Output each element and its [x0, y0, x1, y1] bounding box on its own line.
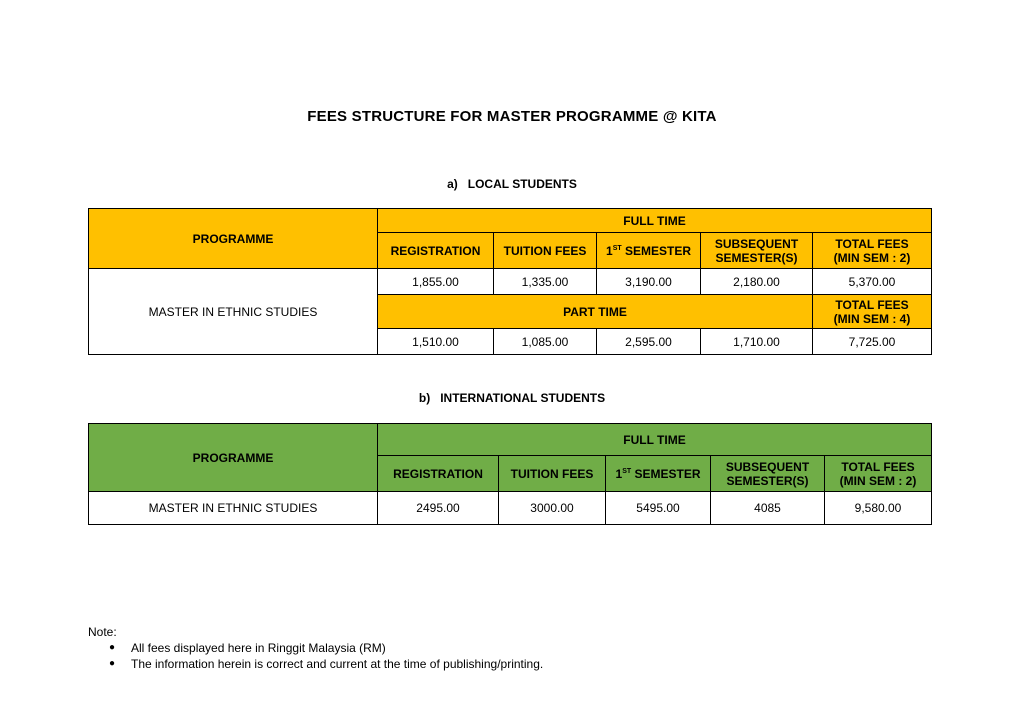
local-ft-subsequent: 2,180.00: [701, 269, 813, 295]
local-col-subsequent-line1: SUBSEQUENT: [714, 236, 799, 251]
international-col-first-semester-sup: ST: [622, 467, 632, 475]
local-ft-registration: 1,855.00: [378, 269, 494, 295]
international-col-total-line1: TOTAL FEES: [841, 459, 915, 474]
local-part-time-header: PART TIME: [378, 295, 813, 329]
international-col-subsequent-line2: SEMESTER(S): [726, 473, 809, 488]
section-local-letter: a): [447, 177, 458, 191]
local-ft-total: 5,370.00: [813, 269, 932, 295]
international-fees-table: [88, 423, 932, 525]
local-col-first-semester-text: SEMESTER: [621, 243, 691, 258]
note-list: [88, 640, 543, 672]
document-title: FEES STRUCTURE FOR MASTER PROGRAMME @ KITA: [307, 108, 717, 125]
section-local-title: LOCAL STUDENTS: [467, 177, 577, 191]
local-programme-header: PROGRAMME: [89, 209, 378, 269]
note-item: [88, 656, 543, 672]
note-block: [88, 624, 543, 672]
local-col-first-semester-num: 1: [606, 243, 613, 258]
international-full-time-header: FULL TIME: [378, 424, 932, 456]
international-col-first-semester-num: 1: [615, 466, 623, 481]
local-col-first-semester: [597, 233, 701, 269]
international-col-total: [825, 456, 932, 492]
international-col-subsequent: [711, 456, 825, 492]
section-international-letter: b): [418, 391, 431, 405]
note-item: [88, 640, 543, 656]
local-col-total-pt: [813, 295, 932, 329]
section-local-heading: [0, 177, 1024, 191]
local-col-subsequent-line2: SEMESTER(S): [715, 250, 798, 265]
note-item-text: All fees displayed here in Ringgit Malaysia (RM): [131, 641, 386, 655]
bullet-icon: ●: [109, 658, 116, 669]
note-item-text: The information herein is correct and current at the time of publishing/printing.: [131, 657, 544, 671]
local-full-time-header: FULL TIME: [378, 209, 932, 233]
international-programme-name: MASTER IN ETHNIC STUDIES: [89, 492, 378, 525]
local-pt-tuition: 1,085.00: [494, 329, 597, 355]
local-col-total-pt-line2: (MIN SEM : 4): [833, 311, 911, 326]
international-col-registration: REGISTRATION: [378, 456, 499, 492]
international-col-tuition: TUITION FEES: [499, 456, 606, 492]
local-programme-name: MASTER IN ETHNIC STUDIES: [89, 269, 378, 355]
local-pt-total: 7,725.00: [813, 329, 932, 355]
local-col-total-ft-line1: TOTAL FEES: [835, 236, 909, 251]
local-fees-table: [88, 208, 932, 355]
note-label: Note:: [88, 625, 117, 639]
local-ft-tuition: 1,335.00: [494, 269, 597, 295]
local-col-total-ft-line2: (MIN SEM : 2): [833, 250, 911, 265]
local-col-registration: REGISTRATION: [378, 233, 494, 269]
international-programme-header: PROGRAMME: [89, 424, 378, 492]
local-pt-registration: 1,510.00: [378, 329, 494, 355]
international-ft-subsequent: 4085: [711, 492, 825, 525]
international-ft-tuition: 3000.00: [499, 492, 606, 525]
local-col-total-pt-line1: TOTAL FEES: [835, 297, 909, 312]
local-col-tuition: TUITION FEES: [494, 233, 597, 269]
local-col-total-ft: [813, 233, 932, 269]
international-ft-first-semester: 5495.00: [606, 492, 711, 525]
international-col-total-line2: (MIN SEM : 2): [839, 473, 917, 488]
local-ft-first-semester: 3,190.00: [597, 269, 701, 295]
local-pt-first-semester: 2,595.00: [597, 329, 701, 355]
local-col-subsequent: [701, 233, 813, 269]
local-col-first-semester-sup: ST: [612, 244, 622, 252]
international-col-first-semester: [606, 456, 711, 492]
international-col-subsequent-line1: SUBSEQUENT: [725, 459, 810, 474]
local-pt-subsequent: 1,710.00: [701, 329, 813, 355]
international-col-first-semester-text: SEMESTER: [631, 466, 701, 481]
section-international-heading: [0, 391, 1024, 405]
section-international-title: INTERNATIONAL STUDENTS: [440, 391, 606, 405]
international-ft-total: 9,580.00: [825, 492, 932, 525]
international-ft-registration: 2495.00: [378, 492, 499, 525]
bullet-icon: ●: [109, 642, 116, 653]
